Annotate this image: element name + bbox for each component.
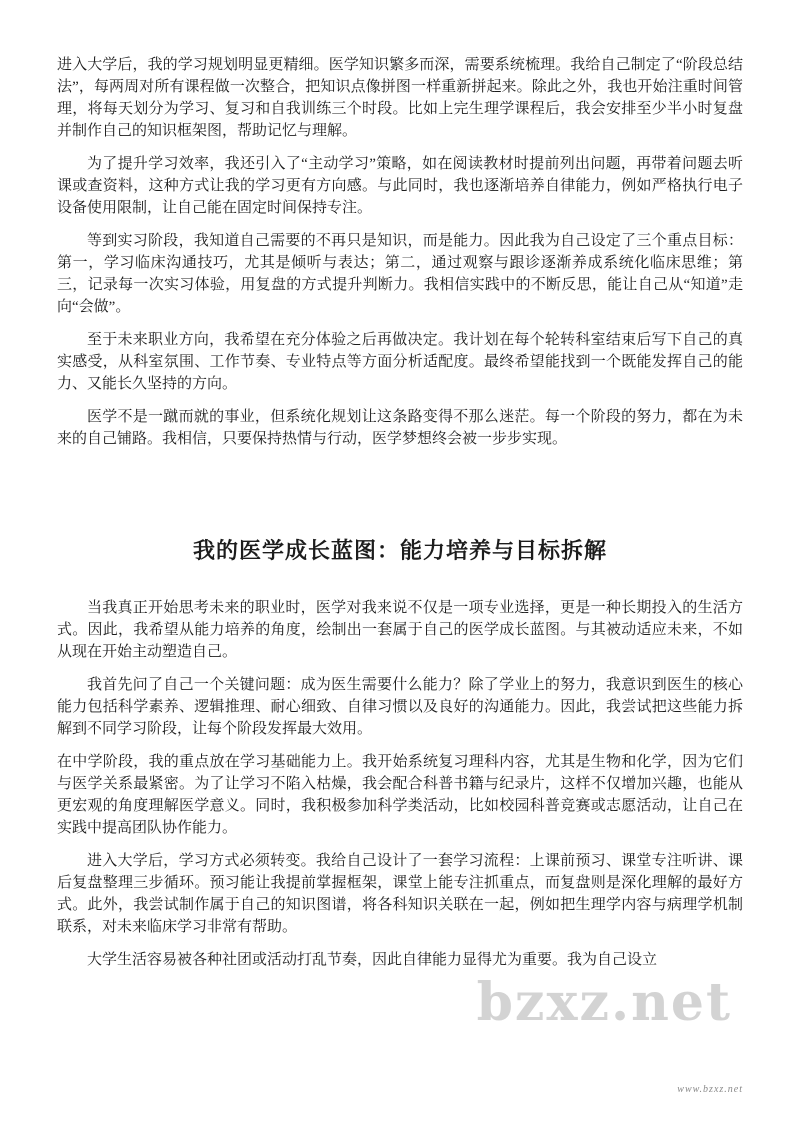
document-content: [57, 54, 743, 982]
paragraph: 进入大学后，我的学习规划明显更精细。医学知识繁多而深，需要系统梳理。我给自己制定了“阶段总结法”，每两周对所有课程做一次整合，把知识点像拼图一样重新拼起来。除此之外，我也开始注重时间管理，将每天划分为学习、复习和自我训练三个时段。比如上完生理学课程后，我会安排至少半小时复盘并制作自己的知识框架图，帮助记忆与理解。: [57, 57, 743, 139]
paragraph: 至于未来职业方向，我希望在充分体验之后再做决定。我计划在每个轮转科室结束后写下自己的真实感受，从科室氛围、工作节奏、专业特点等方面分析适配度。最终希望能找到一个既能发挥自己的能力、又能长久坚持的方向。: [57, 332, 743, 392]
paragraph: 为了提升学习效率，我还引入了“主动学习”策略，如在阅读教材时提前列出问题，再带着问题去听课或查资料，这种方式让我的学习更有方向感。与此同时，我也逐渐培养自律能力，例如严格执行电子设备使用限制，让自己能在固定时间保持专注。: [57, 156, 743, 216]
paragraph: 我首先问了自己一个关键问题：成为医生需要什么能力？除了学业上的努力，我意识到医生的核心能力包括科学素养、逻辑推理、耐心细致、自律习惯以及良好的沟通能力。因此，我尝试把这些能力拆解到不同学习阶段，让每个阶段发挥最大效用。: [57, 677, 743, 737]
paragraph: 当我真正开始思考未来的职业时，医学对我来说不仅是一项专业选择，更是一种长期投入的生活方式。因此，我希望从能力培养的角度，绘制出一套属于自己的医学成长蓝图。与其被动适应未来，不如从现在开始主动塑造自己。: [57, 600, 743, 660]
paragraph: 进入大学后，学习方式必须转变。我给自己设计了一套学习流程：上课前预习、课堂专注听讲、课后复盘整理三步循环。预习能让我提前掌握框架，课堂上能专注抓重点，而复盘则是深化理解的最好方式。此外，我尝试制作属于自己的知识图谱，将各科知识关联在一起，例如把生理学内容与病理学机制联系，对未来临床学习非常有帮助。: [57, 853, 743, 935]
paragraph: 医学不是一蹴而就的事业，但系统化规划让这条路变得不那么迷茫。每一个阶段的努力，都在为未来的自己铺路。我相信，只要保持热情与行动，医学梦想终会被一步步实现。: [57, 409, 743, 447]
paragraph: 大学生活容易被各种社团或活动打乱节奏，因此自律能力显得尤为重要。我为自己设立: [87, 952, 658, 968]
paragraph: 在中学阶段，我的重点放在学习基础能力上。我开始系统复习理科内容，尤其是生物和化学，因为它们与医学关系最紧密。为了让学习不陷入枯燥，我会配合科普书籍与纪录片，这样不仅增加兴趣，也能从更宏观的角度理解医学意义。同时，我积极参加科学类活动，比如校园科普竞赛或志愿活动，让自己在实践中提高团队协作能力。: [57, 754, 743, 836]
section-title: 我的医学成长蓝图：能力培养与目标拆解: [192, 538, 607, 563]
footer-url: www.bzxz.net: [677, 1084, 743, 1095]
watermark-text: bzxz.net: [476, 972, 732, 1033]
paragraph: 等到实习阶段，我知道自己需要的不再只是知识，而是能力。因此我为自己设定了三个重点目标：第一，学习临床沟通技巧，尤其是倾听与表达；第二，通过观察与跟诊逐渐养成系统化临床思维；第三，记录每一次实习体验，用复盘的方式提升判断力。我相信实践中的不断反思，能让自己从“知道”走向“会做”。: [57, 233, 743, 315]
